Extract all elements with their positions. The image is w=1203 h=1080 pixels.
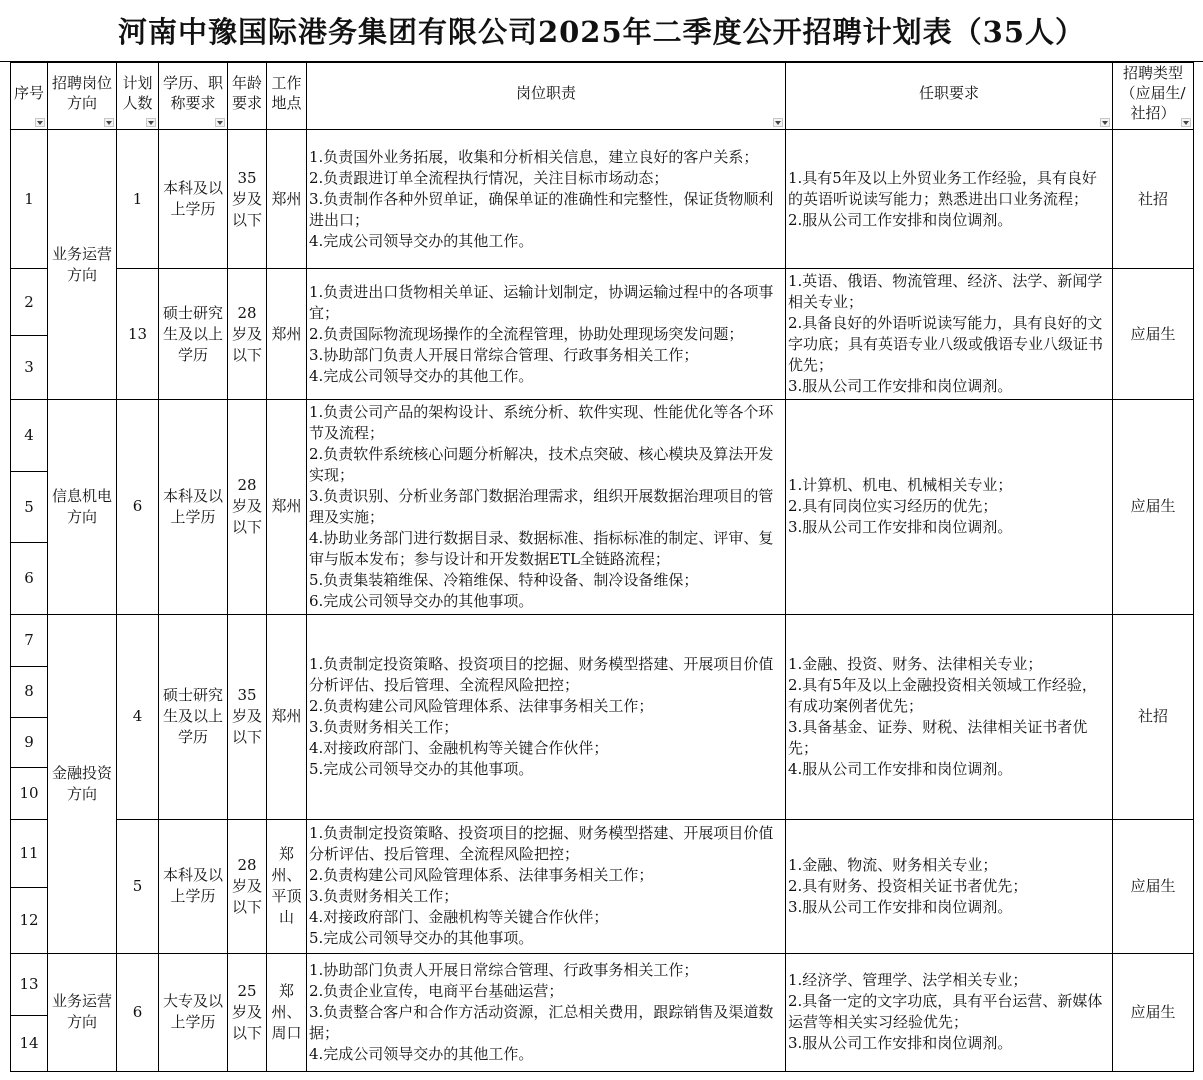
seq-cell: 7 <box>11 614 48 666</box>
age-cell: 25岁及以下 <box>228 953 267 1071</box>
count-cell: 13 <box>117 269 159 400</box>
education-cell: 本科及以上学历 <box>159 819 228 953</box>
header-age: 年龄要求 <box>228 63 267 130</box>
requirements-cell: 1.金融、物流、财务相关专业； 2.具有财务、投资相关证书者优先； 3.服从公司工作安排和岗位调剂。 <box>786 819 1113 953</box>
table-row <box>11 953 1194 1015</box>
type-cell: 应届生 <box>1113 269 1194 400</box>
seq-cell: 1 <box>11 130 48 269</box>
location-cell: 郑州 <box>267 614 307 819</box>
count-cell: 6 <box>117 953 159 1071</box>
duties-cell: 1.负责公司产品的架构设计、系统分析、软件实现、性能优化等各个环节及流程； 2.负责软件系统核心问题分析解决，技术点突破、核心模块及算法开发实现； 3.负责识别、分析业务部门数据治理需求，组织开展数据治理项目的管理及实施； 4.协助业务部门进行数据目录、数据标准、指标标准的制定、评审、复审与版本发布；参与设计和开发数据ETL全链路流程； 5.负责集装箱维保、冷箱维保、特种设备、制冷设备维保； 6.完成公司领导交办的其他事项。 <box>307 400 786 614</box>
direction-cell: 业务运营方向 <box>48 130 117 400</box>
duties-cell: 1.负责制定投资策略、投资项目的挖掘、财务模型搭建、开展项目价值分析评估、投后管理、全流程风险把控； 2.负责构建公司风险管理体系、法律事务相关工作； 3.负责财务相关工作； 4.对接政府部门、金融机构等关键合作伙伴； 5.完成公司领导交办的其他事项。 <box>307 819 786 953</box>
filter-dropdown-icon[interactable] <box>215 118 225 127</box>
education-cell: 硕士研究生及以上学历 <box>159 614 228 819</box>
seq-cell: 14 <box>11 1015 48 1071</box>
education-cell: 硕士研究生及以上学历 <box>159 269 228 400</box>
seq-cell: 6 <box>11 543 48 614</box>
recruitment-plan-table <box>10 62 1194 1072</box>
header-education: 学历、职称要求 <box>159 63 228 130</box>
filter-dropdown-icon[interactable] <box>35 118 45 127</box>
age-cell: 35岁及以下 <box>228 130 267 269</box>
direction-cell: 金融投资方向 <box>48 614 117 953</box>
requirements-cell: 1.金融、投资、财务、法律相关专业； 2.具有5年及以上金融投资相关领域工作经验，有成功案例者优先； 3.具备基金、证券、财税、法律相关证书者优先； 4.服从公司工作安排和岗位调剂。 <box>786 614 1113 819</box>
filter-dropdown-icon[interactable] <box>1181 118 1191 127</box>
filter-dropdown-icon[interactable] <box>146 118 156 127</box>
requirements-cell: 1.计算机、机电、机械相关专业； 2.具有同岗位实习经历的优先； 3.服从公司工作安排和岗位调剂。 <box>786 400 1113 614</box>
type-cell: 社招 <box>1113 130 1194 269</box>
count-cell: 4 <box>117 614 159 819</box>
location-cell: 郑州、周口 <box>267 953 307 1071</box>
type-cell: 社招 <box>1113 614 1194 819</box>
header-direction: 招聘岗位方向 <box>48 63 117 130</box>
seq-cell: 3 <box>11 336 48 400</box>
direction-cell: 业务运营方向 <box>48 953 117 1071</box>
requirements-cell: 1.具有5年及以上外贸业务工作经验，具有良好的英语听说读写能力；熟悉进出口业务流程； 2.服从公司工作安排和岗位调剂。 <box>786 130 1113 269</box>
count-cell: 1 <box>117 130 159 269</box>
seq-cell: 5 <box>11 472 48 543</box>
header-count: 计划人数 <box>117 63 159 130</box>
table-row <box>11 614 1194 666</box>
direction-cell: 信息机电方向 <box>48 400 117 614</box>
age-cell: 28岁及以下 <box>228 819 267 953</box>
header-duties: 岗位职责 <box>307 63 786 130</box>
duties-cell: 1.负责进出口货物相关单证、运输计划制定，协调运输过程中的各项事宜； 2.负责国际物流现场操作的全流程管理，协助处理现场突发问题； 3.协助部门负责人开展日常综合管理、行政事务相关工作； 4.完成公司领导交办的其他工作。 <box>307 269 786 400</box>
type-cell: 应届生 <box>1113 400 1194 614</box>
requirements-cell: 1.经济学、管理学、法学相关专业； 2.具备一定的文字功底，具有平台运营、新媒体运营等相关实习经验优先； 3.服从公司工作安排和岗位调剂。 <box>786 953 1113 1071</box>
education-cell: 本科及以上学历 <box>159 400 228 614</box>
seq-cell: 11 <box>11 819 48 887</box>
header-type: 招聘类型（应届生/社招） <box>1113 63 1194 130</box>
seq-cell: 13 <box>11 953 48 1015</box>
seq-cell: 4 <box>11 400 48 472</box>
table-row <box>11 400 1194 472</box>
age-cell: 28岁及以下 <box>228 269 267 400</box>
seq-cell: 8 <box>11 666 48 717</box>
header-requirements: 任职要求 <box>786 63 1113 130</box>
location-cell: 郑州 <box>267 400 307 614</box>
filter-dropdown-icon[interactable] <box>773 118 783 127</box>
table-row <box>11 130 1194 269</box>
header-seq: 序号 <box>11 63 48 130</box>
education-cell: 大专及以上学历 <box>159 953 228 1071</box>
age-cell: 28岁及以下 <box>228 400 267 614</box>
count-cell: 5 <box>117 819 159 953</box>
type-cell: 应届生 <box>1113 819 1194 953</box>
seq-cell: 12 <box>11 887 48 953</box>
filter-dropdown-icon[interactable] <box>104 118 114 127</box>
seq-cell: 2 <box>11 269 48 336</box>
seq-cell: 9 <box>11 717 48 767</box>
header-row <box>11 63 1194 130</box>
seq-cell: 10 <box>11 767 48 819</box>
duties-cell: 1.负责制定投资策略、投资项目的挖掘、财务模型搭建、开展项目价值分析评估、投后管理、全流程风险把控； 2.负责构建公司风险管理体系、法律事务相关工作； 3.负责财务相关工作； 4.对接政府部门、金融机构等关键合作伙伴； 5.完成公司领导交办的其他事项。 <box>307 614 786 819</box>
header-location: 工作地点 <box>267 63 307 130</box>
page-title: 河南中豫国际港务集团有限公司2025年二季度公开招聘计划表（35人） <box>0 0 1203 62</box>
age-cell: 35岁及以下 <box>228 614 267 819</box>
location-cell: 郑州 <box>267 269 307 400</box>
location-cell: 郑州 <box>267 130 307 269</box>
table-row <box>11 819 1194 887</box>
education-cell: 本科及以上学历 <box>159 130 228 269</box>
type-cell: 应届生 <box>1113 953 1194 1071</box>
filter-dropdown-icon[interactable] <box>1100 118 1110 127</box>
location-cell: 郑州、平顶山 <box>267 819 307 953</box>
table-row <box>11 269 1194 336</box>
duties-cell: 1.负责国外业务拓展，收集和分析相关信息，建立良好的客户关系； 2.负责跟进订单全流程执行情况，关注目标市场动态； 3.负责制作各种外贸单证，确保单证的准确性和完整性，保证货物顺利进出口； 4.完成公司领导交办的其他工作。 <box>307 130 786 269</box>
count-cell: 6 <box>117 400 159 614</box>
duties-cell: 1.协助部门负责人开展日常综合管理、行政事务相关工作； 2.负责企业宣传，电商平台基础运营； 3.负责整合客户和合作方活动资源，汇总相关费用，跟踪销售及渠道数据； 4.完成公司领导交办的其他工作。 <box>307 953 786 1071</box>
requirements-cell: 1.英语、俄语、物流管理、经济、法学、新闻学相关专业； 2.具备良好的外语听说读写能力，具有良好的文字功底；具有英语专业八级或俄语专业八级证书优先； 3.服从公司工作安排和岗位调剂。 <box>786 269 1113 400</box>
